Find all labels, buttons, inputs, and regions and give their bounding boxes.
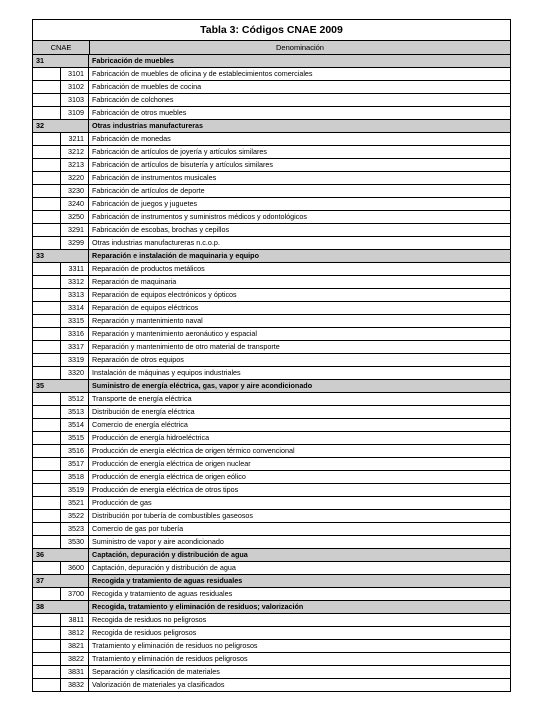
table-row <box>33 315 510 328</box>
description: Fabricación de artículos de bisutería y artículos similares <box>92 160 273 169</box>
class-code: 3512 <box>61 393 89 405</box>
table-row <box>33 146 510 159</box>
code-spacer <box>33 94 61 106</box>
table-row <box>33 640 510 653</box>
group-row <box>33 250 510 263</box>
code-spacer <box>33 328 61 340</box>
code-spacer <box>33 68 61 80</box>
code-spacer <box>33 497 61 509</box>
description: Recogida de residuos no peligrosos <box>92 615 207 624</box>
table-row <box>33 328 510 341</box>
table-row <box>33 367 510 380</box>
table-row <box>33 237 510 250</box>
description: Fabricación de artículos de deporte <box>92 186 205 195</box>
class-code: 3515 <box>61 432 89 444</box>
code-spacer <box>33 302 61 314</box>
class-code: 3831 <box>61 666 89 678</box>
class-code: 3314 <box>61 302 89 314</box>
code-spacer <box>33 614 61 626</box>
description: Distribución de energía eléctrica <box>92 407 195 416</box>
description: Recogida y tratamiento de aguas residuales <box>92 576 243 585</box>
description: Fabricación de monedas <box>92 134 171 143</box>
class-code: 3240 <box>61 198 89 210</box>
table-row <box>33 198 510 211</box>
description: Reparación de productos metálicos <box>92 264 205 273</box>
table-row <box>33 536 510 549</box>
table-row <box>33 172 510 185</box>
class-code: 3516 <box>61 445 89 457</box>
code-spacer <box>33 484 61 496</box>
class-code: 3521 <box>61 497 89 509</box>
class-code: 3291 <box>61 224 89 236</box>
class-code: 3230 <box>61 185 89 197</box>
description: Reparación y mantenimiento de otro material de transporte <box>92 342 280 351</box>
group-row <box>33 549 510 562</box>
code-spacer <box>33 432 61 444</box>
code-spacer <box>33 107 61 119</box>
table-row <box>33 484 510 497</box>
class-code: 3211 <box>61 133 89 145</box>
class-code: 3312 <box>61 276 89 288</box>
group-code: 31 <box>33 55 89 67</box>
table-row <box>33 653 510 666</box>
table-row <box>33 445 510 458</box>
class-code: 3315 <box>61 315 89 327</box>
code-spacer <box>33 627 61 639</box>
code-spacer <box>33 640 61 652</box>
class-code: 3519 <box>61 484 89 496</box>
class-code: 3313 <box>61 289 89 301</box>
table-row <box>33 81 510 94</box>
description: Reparación de equipos electrónicos y ópticos <box>92 290 237 299</box>
table-row <box>33 354 510 367</box>
table-row <box>33 614 510 627</box>
table-row <box>33 68 510 81</box>
description: Producción de energía eléctrica de origen nuclear <box>92 459 251 468</box>
class-code: 3518 <box>61 471 89 483</box>
code-spacer <box>33 341 61 353</box>
class-code: 3319 <box>61 354 89 366</box>
description: Fabricación de muebles <box>92 56 174 65</box>
class-code: 3212 <box>61 146 89 158</box>
description: Captación, depuración y distribución de agua <box>92 550 248 559</box>
class-code: 3299 <box>61 237 89 249</box>
table-row <box>33 627 510 640</box>
class-code: 3700 <box>61 588 89 600</box>
table-row <box>33 562 510 575</box>
header-cnae: CNAE <box>33 41 90 54</box>
description: Suministro de energía eléctrica, gas, vapor y aire acondicionado <box>92 381 313 390</box>
table-row <box>33 510 510 523</box>
code-spacer <box>33 458 61 470</box>
description: Tratamiento y eliminación de residuos peligrosos <box>92 654 248 663</box>
class-code: 3220 <box>61 172 89 184</box>
description: Captación, depuración y distribución de agua <box>92 563 236 572</box>
description: Tratamiento y eliminación de residuos no peligrosos <box>92 641 258 650</box>
description: Suministro de vapor y aire acondicionado <box>92 537 224 546</box>
description: Recogida de residuos peligrosos <box>92 628 197 637</box>
table-row <box>33 471 510 484</box>
group-code: 32 <box>33 120 89 132</box>
table-row <box>33 679 510 691</box>
code-spacer <box>33 536 61 548</box>
group-code: 36 <box>33 549 89 561</box>
table-row <box>33 133 510 146</box>
table-row <box>33 588 510 601</box>
group-row <box>33 575 510 588</box>
code-spacer <box>33 263 61 275</box>
table-row <box>33 94 510 107</box>
table-body <box>33 55 510 691</box>
description: Producción de gas <box>92 498 152 507</box>
class-code: 3109 <box>61 107 89 119</box>
class-code: 3320 <box>61 367 89 379</box>
class-code: 3517 <box>61 458 89 470</box>
table-row <box>33 419 510 432</box>
description: Fabricación de muebles de oficina y de establecimientos comerciales <box>92 69 313 78</box>
description: Reparación de otros equipos <box>92 355 184 364</box>
table-row <box>33 159 510 172</box>
code-spacer <box>33 289 61 301</box>
class-code: 3513 <box>61 406 89 418</box>
group-row <box>33 380 510 393</box>
description: Otras industrias manufactureras n.c.o.p. <box>92 238 220 247</box>
description: Fabricación de muebles de cocina <box>92 82 202 91</box>
code-spacer <box>33 445 61 457</box>
class-code: 3600 <box>61 562 89 574</box>
code-spacer <box>33 406 61 418</box>
description: Distribución por tubería de combustibles gaseosos <box>92 511 254 520</box>
table-header <box>33 41 510 55</box>
code-spacer <box>33 81 61 93</box>
code-spacer <box>33 588 61 600</box>
description: Valorización de materiales ya clasificados <box>92 680 225 689</box>
code-spacer <box>33 666 61 678</box>
description: Separación y clasificación de materiales <box>92 667 220 676</box>
class-code: 3103 <box>61 94 89 106</box>
code-spacer <box>33 510 61 522</box>
description: Reparación e instalación de maquinaria y equipo <box>92 251 259 260</box>
class-code: 3250 <box>61 211 89 223</box>
table-row <box>33 289 510 302</box>
class-code: 3213 <box>61 159 89 171</box>
table-row <box>33 276 510 289</box>
class-code: 3523 <box>61 523 89 535</box>
code-spacer <box>33 315 61 327</box>
description: Fabricación de escobas, brochas y cepillos <box>92 225 230 234</box>
table-row <box>33 224 510 237</box>
group-row <box>33 55 510 68</box>
class-code: 3832 <box>61 679 89 691</box>
code-spacer <box>33 523 61 535</box>
description: Transporte de energía eléctrica <box>92 394 192 403</box>
group-code: 38 <box>33 601 89 613</box>
group-code: 35 <box>33 380 89 392</box>
code-spacer <box>33 237 61 249</box>
description: Fabricación de instrumentos y suministros médicos y odontológicos <box>92 212 307 221</box>
code-spacer <box>33 562 61 574</box>
table-row <box>33 393 510 406</box>
description: Recogida, tratamiento y eliminación de residuos; valorización <box>92 602 304 611</box>
group-code: 33 <box>33 250 89 262</box>
class-code: 3822 <box>61 653 89 665</box>
description: Fabricación de artículos de joyería y artículos similares <box>92 147 267 156</box>
description: Producción de energía hidroeléctrica <box>92 433 210 442</box>
class-code: 3522 <box>61 510 89 522</box>
code-spacer <box>33 419 61 431</box>
class-code: 3514 <box>61 419 89 431</box>
code-spacer <box>33 354 61 366</box>
description: Producción de energía eléctrica de otros tipos <box>92 485 239 494</box>
table-row <box>33 107 510 120</box>
class-code: 3317 <box>61 341 89 353</box>
code-spacer <box>33 185 61 197</box>
code-spacer <box>33 367 61 379</box>
description: Reparación y mantenimiento aeronáutico y espacial <box>92 329 258 338</box>
description: Reparación de maquinaria <box>92 277 177 286</box>
code-spacer <box>33 653 61 665</box>
table-title: Tabla 3: Códigos CNAE 2009 <box>33 20 510 41</box>
description: Reparación y mantenimiento naval <box>92 316 203 325</box>
description: Fabricación de colchones <box>92 95 174 104</box>
class-code: 3316 <box>61 328 89 340</box>
description: Fabricación de instrumentos musicales <box>92 173 217 182</box>
description: Reparación de equipos eléctricos <box>92 303 199 312</box>
group-row <box>33 120 510 133</box>
description: Comercio de gas por tubería <box>92 524 184 533</box>
table-row <box>33 211 510 224</box>
table-row <box>33 185 510 198</box>
table-row <box>33 406 510 419</box>
class-code: 3812 <box>61 627 89 639</box>
table-row <box>33 523 510 536</box>
code-spacer <box>33 393 61 405</box>
class-code: 3311 <box>61 263 89 275</box>
table-row <box>33 432 510 445</box>
description: Fabricación de juegos y juguetes <box>92 199 198 208</box>
code-spacer <box>33 471 61 483</box>
description: Instalación de máquinas y equipos industriales <box>92 368 241 377</box>
code-spacer <box>33 159 61 171</box>
class-code: 3102 <box>61 81 89 93</box>
table-row <box>33 458 510 471</box>
description: Producción de energía eléctrica de origen eólico <box>92 472 246 481</box>
description: Recogida y tratamiento de aguas residuales <box>92 589 233 598</box>
code-spacer <box>33 211 61 223</box>
description: Otras industrias manufactureras <box>92 121 204 130</box>
table-row <box>33 302 510 315</box>
code-spacer <box>33 198 61 210</box>
code-spacer <box>33 172 61 184</box>
code-spacer <box>33 146 61 158</box>
cnae-table <box>32 19 511 692</box>
header-denominacion: Denominación <box>276 43 324 52</box>
class-code: 3101 <box>61 68 89 80</box>
code-spacer <box>33 224 61 236</box>
description: Producción de energía eléctrica de origen térmico convencional <box>92 446 295 455</box>
code-spacer <box>33 679 61 691</box>
class-code: 3530 <box>61 536 89 548</box>
description: Comercio de energía eléctrica <box>92 420 188 429</box>
group-row <box>33 601 510 614</box>
class-code: 3811 <box>61 614 89 626</box>
table-row <box>33 666 510 679</box>
class-code: 3821 <box>61 640 89 652</box>
table-row <box>33 263 510 276</box>
code-spacer <box>33 133 61 145</box>
table-row <box>33 341 510 354</box>
code-spacer <box>33 276 61 288</box>
table-row <box>33 497 510 510</box>
group-code: 37 <box>33 575 89 587</box>
description: Fabricación de otros muebles <box>92 108 187 117</box>
